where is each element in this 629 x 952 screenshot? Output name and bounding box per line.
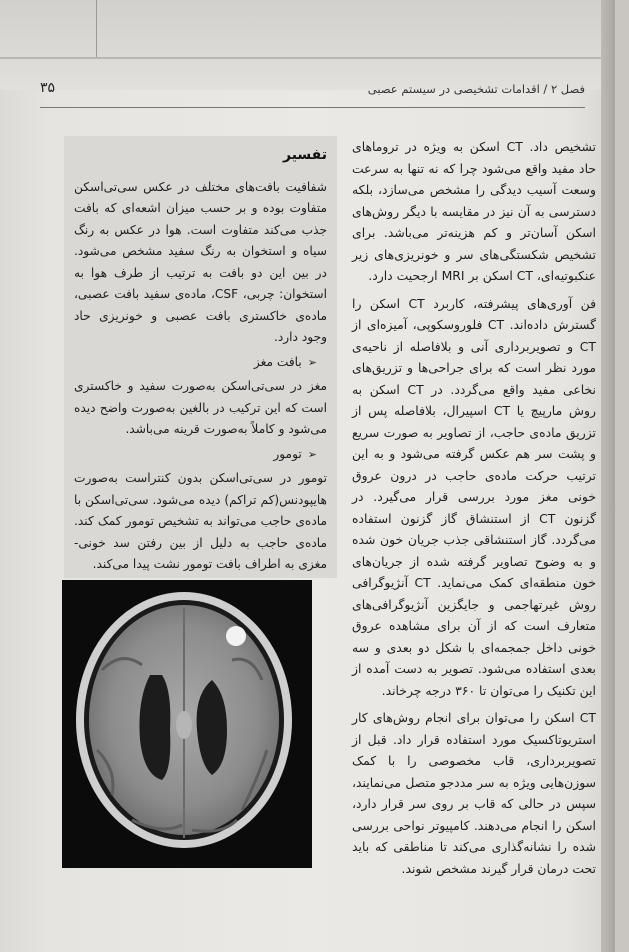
paragraph: CT اسکن را می‌توان برای انجام روش‌های کار استریوتاکسیک مورد استفاده قرار داد. قبل از تصویربرداری، قاب مخصوصی را با کمک سوزن‌هایی ویژه به سر مددجو متصل می‌نمایند، سپس در حالی که قاب بر روی سر قرار دارد، اسکن را انجام می‌دهند. کامپیوتر نواحی بررسی شده را نشانه‌گذاری می‌کند تا مناطقی که باید تحت درمان قرار گیرند مشخص شوند. [352, 710, 596, 876]
arrow-bullet-icon: ➢ [307, 447, 317, 461]
bullet-title: تومور [273, 446, 302, 461]
header-rule [40, 107, 585, 108]
right-column [352, 136, 596, 885]
page-edge-line [96, 0, 97, 57]
page-right-edge [601, 0, 615, 952]
paragraph: مغز در سی‌تی‌اسکن به‌صورت سفید و خاکستری است که این ترکیب در بالغین به‌صورت واضح دیده می‌شود و کاملاً به‌صورت قرینه می‌باشد. [74, 379, 327, 436]
paragraph: تومور در سی‌تی‌اسکن بدون کنتراست به‌صورت هایپودنس(کم تراکم) دیده می‌شود. سی‌تی‌اسکن با ماده‌ی حاجب می‌تواند به تشخیص تومور کمک کند. ماده‌ی حاجب به دلیل از بین رفتن سد خونی- مغزی به اطراف بافت تومور نشت پیدا می‌کند. [74, 471, 327, 571]
brain-scan-image [62, 580, 312, 868]
left-column [74, 145, 327, 579]
bullet-title: بافت مغز [253, 354, 302, 369]
bullet-item [74, 444, 327, 466]
chapter-title: فصل ۲ / اقدامات تشخیصی در سیستم عصبی [367, 82, 585, 96]
section-heading: تفسیر [282, 147, 327, 163]
bullet-item [74, 352, 327, 374]
arrow-bullet-icon: ➢ [307, 355, 317, 369]
page-number: ۳۵ [40, 80, 56, 96]
paragraph: شفافیت بافت‌های مختلف در عکس سی‌تی‌اسکن متفاوت بوده و بر حسب میزان اشعه‌ای که بافت جذب می‌کند متفاوت است. هوا در عکس به رنگ سیاه و استخوان به رنگ سفید مشخص می‌شود. در بین این دو بافت به ترتیب از طرف هوا به استخوان: چربی، CSF، ماده‌ی سفید بافت عصبی، ماده‌ی خاکستری بافت عصبی و خونریزی حاد وجود دارد. [74, 179, 328, 344]
paragraph: تشخیص داد. CT اسکن به ویژه در تروماهای حاد مفید واقع می‌شود چرا که نه تنها به سرعت وسعت آسیب دیدگی را مشخص می‌سازد، بلکه دسترسی به آن نیز در مقایسه با دیگر روش‌های اسکن آسان‌تر و کم هزینه‌تر می‌باشد. برای تشخیص شکستگی‌های سر و خونریزی‌های زیر عنکبوتیه‌ای، CT اسکن بر MRI ارجحیت دارد. [352, 139, 596, 283]
paragraph: فن آوری‌های پیشرفته، کاربرد CT اسکن را گسترش داده‌اند. CT فلوروسکوپی، آمیزه‌ای از CT و تصویربرداری آنی و بلافاصله از ناحیه‌ی مورد نظر است که برای جراحی‌ها و تزریق‌های نخاعی مفید واقع می‌گردد. در CT اسکن به روش مارپیچ یا CT اسپیرال، بلافاصله پس از تزریق ماده‌ی حاجب، از تصاویر به صورت سریع و پشت سر هم عکس گرفته می‌شود و به این ترتیب حرکت ماده‌ی حاجب در درون عروق خونی مغز مورد بررسی قرار می‌گیرد. در گزنون CT از استنشاق گاز گزنون استفاده می‌گردد. گاز استنشاقی جذب جریان خون شده و به وضوح تصاویر گرفته شده از جریان‌های خون منطقه‌ای کمک می‌نماید. CT آنژیوگرافی روش غیرتهاجمی و جایگزین آنژیوگرافی‌های متعارف است که از آن برای مشاهده عروق خونی داخل جمجمه‌ای با شکل دو بعدی و سه بعدی استفاده می‌شود. تصویر به دست آمده از این تکنیک را می‌توان تا ۳۶۰ درجه چرخاند. [352, 295, 597, 698]
page-header [40, 80, 585, 104]
page-fold-line [0, 57, 615, 59]
page-top-shade [0, 0, 615, 90]
